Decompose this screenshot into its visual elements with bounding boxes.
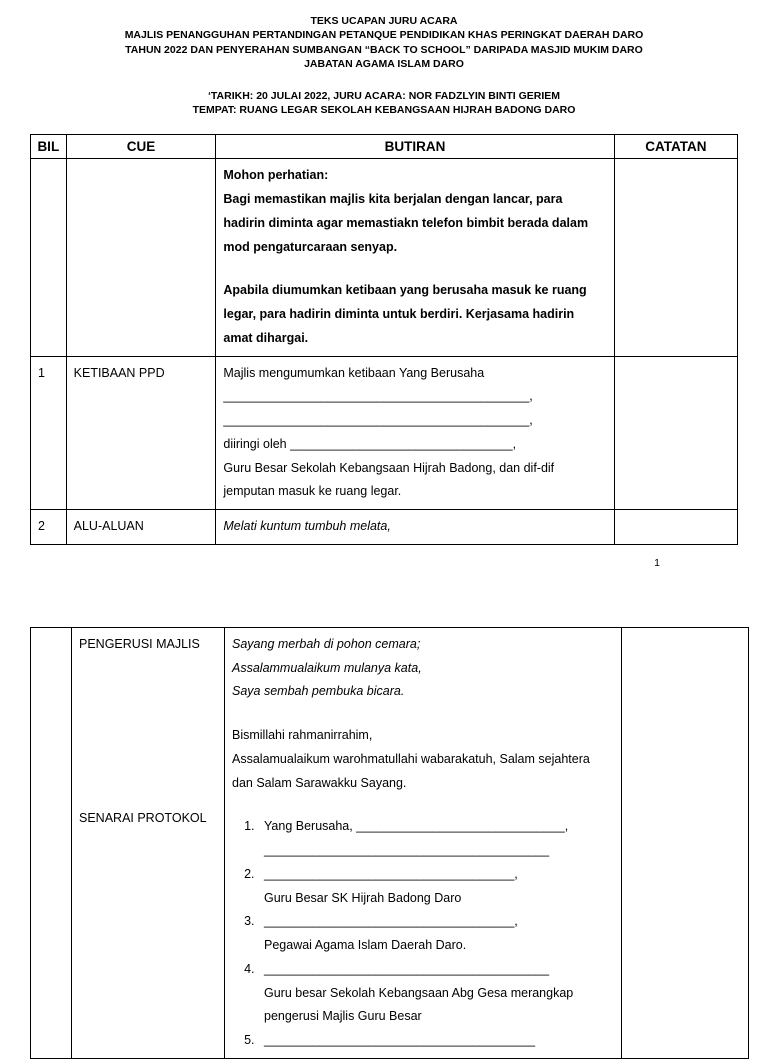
cell-butiran bbox=[216, 159, 614, 356]
salam-line-2: Assalamualaikum warohmatullahi wabarakatuh, Salam sejahtera dan Salam Sarawakku Sayang. bbox=[232, 751, 590, 790]
table-row bbox=[31, 159, 738, 356]
table-row bbox=[31, 627, 749, 1058]
arrival-line-5: Guru Besar Sekolah Kebangsaan Hijrah Badong, dan dif-dif bbox=[223, 460, 555, 475]
protokol-sub: Guru Besar SK Hijrah Badong Daro bbox=[264, 890, 462, 905]
list-item bbox=[258, 910, 614, 958]
cell-butiran bbox=[216, 510, 614, 545]
salam-line-1: Bismillahi rahmanirrahim, bbox=[232, 728, 373, 743]
arrival-line-4 bbox=[223, 433, 606, 457]
announcement-para-2: Apabila diumumkan ketibaan yang berusaha masuk ke ruang legar, para hadirin diminta untuk berdiri. Kerjasama hadirin amat dihargai. bbox=[223, 283, 587, 345]
table-header-row bbox=[31, 134, 738, 159]
pantun-line-4: Saya sembah pembuka bicara. bbox=[232, 684, 405, 699]
header-line-3: JABATAN AGAMA ISLAM DARO bbox=[304, 58, 464, 71]
cell-cue bbox=[72, 627, 225, 1058]
arrival-blank-1: ____________________________________________, bbox=[223, 389, 533, 404]
list-item bbox=[258, 863, 614, 911]
header-date-line: ‘TARIKH: 20 JULAI 2022, JURU ACARA: NOR FADZLYIN BINTI GERIEM bbox=[208, 89, 560, 102]
page-break-spacer bbox=[30, 569, 738, 611]
cell-butiran bbox=[225, 627, 622, 1058]
cell-bil bbox=[31, 627, 72, 1058]
arrival-blank-2: ____________________________________________, bbox=[223, 413, 533, 428]
pantun-line-3: Assalammualaikum mulanya kata, bbox=[232, 660, 422, 675]
list-item bbox=[258, 958, 614, 1029]
list-item bbox=[258, 1029, 614, 1053]
protokol-main: 4. _________________________________________ bbox=[264, 961, 550, 976]
pantun-line-2: Sayang merbah di pohon cemara; bbox=[232, 636, 421, 651]
page-number: 1 bbox=[654, 556, 660, 569]
cell-bil bbox=[31, 159, 67, 356]
header-title: TEKS UCAPAN JURU ACARA bbox=[310, 15, 458, 27]
cell-catatan bbox=[614, 510, 737, 545]
arrival-blank-3: ________________________________, bbox=[290, 436, 517, 451]
cell-catatan bbox=[614, 159, 737, 356]
arrival-line-6: jemputan masuk ke ruang legar. bbox=[223, 484, 402, 499]
protokol-sub: Guru besar Sekolah Kebangsaan Abg Gesa merangkap pengerusi Majlis Guru Besar bbox=[264, 985, 574, 1024]
column-header-catatan: CATATAN bbox=[614, 134, 737, 159]
list-item bbox=[258, 815, 614, 863]
column-header-bil: BIL bbox=[31, 134, 67, 159]
document-header bbox=[30, 14, 738, 72]
table-row bbox=[31, 510, 738, 545]
cell-cue: KETIBAAN PPD bbox=[66, 356, 216, 510]
column-header-butiran: BUTIRAN bbox=[216, 134, 614, 159]
protokol-main: 1. Yang Berusaha, ______________________________, bbox=[264, 819, 569, 834]
protokol-main: 5. _______________________________________ bbox=[264, 1033, 536, 1048]
announcement-heading: Mohon perhatian: bbox=[223, 168, 329, 183]
cue-pengerusi-majlis: PENGERUSI MAJLIS bbox=[79, 636, 200, 651]
cell-bil: 2 bbox=[31, 510, 67, 545]
spacer bbox=[223, 259, 606, 279]
column-header-cue: CUE bbox=[66, 134, 216, 159]
protokol-main: 2. ____________________________________, bbox=[264, 866, 518, 881]
header-place-line: TEMPAT: RUANG LEGAR SEKOLAH KEBANGSAAN HIJRAH BADONG DARO bbox=[192, 104, 576, 117]
cell-cue: ALU-ALUAN bbox=[66, 510, 216, 545]
cell-catatan bbox=[622, 627, 749, 1058]
spacer bbox=[232, 704, 614, 724]
spacer bbox=[232, 795, 614, 815]
header-line-1: MAJLIS PENANGGUHAN PERTANDINGAN PETANQUE PENDIDIKAN KHAS PERINGKAT DAERAH DARO bbox=[124, 29, 644, 42]
spacer bbox=[79, 657, 217, 807]
cell-bil: 1 bbox=[31, 356, 67, 510]
cell-butiran bbox=[216, 356, 614, 510]
cell-catatan bbox=[614, 356, 737, 510]
announcement-para-1: Bagi memastikan majlis kita berjalan dengan lancar, para hadirin diminta agar memastiakn telefon bimbit berada dalam mod pengaturcaraan senyap. bbox=[223, 192, 589, 254]
cell-cue bbox=[66, 159, 216, 356]
pantun-line-1: Melati kuntum tumbuh melata, bbox=[223, 519, 391, 534]
arrival-line-1: Majlis mengumumkan ketibaan Yang Berusaha bbox=[223, 365, 485, 380]
protokol-list bbox=[232, 815, 614, 1053]
cue-senarai-protokol: SENARAI PROTOKOL bbox=[79, 810, 207, 825]
arrival-line-4-prefix: diiringi oleh bbox=[223, 436, 291, 451]
script-table-page-1 bbox=[30, 134, 738, 545]
document-subheader bbox=[30, 89, 738, 118]
protokol-sub: _________________________________________ bbox=[264, 843, 550, 858]
table-row bbox=[31, 356, 738, 510]
header-line-2: TAHUN 2022 DAN PENYERAHAN SUMBANGAN “BACK TO SCHOOL” DARIPADA MASJID MUKIM DARO bbox=[125, 43, 643, 56]
protokol-sub: Pegawai Agama Islam Daerah Daro. bbox=[264, 938, 467, 953]
protokol-main: 3. ____________________________________, bbox=[264, 914, 518, 929]
script-table-page-2 bbox=[30, 627, 749, 1059]
